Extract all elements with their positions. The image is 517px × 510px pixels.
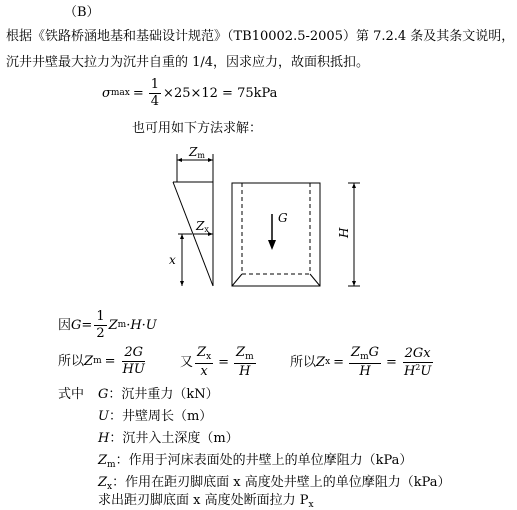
eq4-fraction-2 xyxy=(402,347,433,378)
zx-label: Zx xyxy=(196,219,209,234)
eq1-fraction xyxy=(94,310,106,340)
section-label: （B） xyxy=(64,5,100,20)
eq1-zm: Z xyxy=(108,317,118,333)
eq4-num2: 2Gx xyxy=(404,345,431,361)
h-arrow-bottom xyxy=(352,281,356,286)
gravity-label: G xyxy=(278,211,288,225)
gravity-arrow-head xyxy=(268,240,276,250)
eq1-num: 1 xyxy=(96,309,105,324)
eq1-prefix: 因 xyxy=(58,317,72,333)
paragraph-line-2: 沉井井壁最大拉力为沉井自重的 1/4，因求应力，故面积抵扣。 xyxy=(6,55,370,70)
eq4-zx: Z xyxy=(316,355,326,371)
sigma-symbol: σ xyxy=(102,85,111,101)
eq3-fraction-2 xyxy=(234,346,256,379)
eq4-zx-sub: x xyxy=(325,357,331,368)
equation-zx: 所以 Z x = $\frac{Z_mG}{H}$ = $\frac{2Gx}{H^2U}$ xyxy=(290,345,432,380)
formula-rest: ×25×12 = 75kPa xyxy=(163,85,278,101)
cutting-edge-right xyxy=(310,274,320,286)
eq4-den2: $H^2U$ xyxy=(403,362,432,379)
eq3-den2: H xyxy=(239,364,251,380)
eq4-fraction-1 xyxy=(349,346,381,379)
zm-arrow-right xyxy=(208,158,213,162)
stress-formula: σ max = $\frac{1}{4}$ ×25×12 = 75kPa xyxy=(102,77,278,109)
x-label: x xyxy=(169,253,176,267)
legend-item-zm: $Z_m$：作用于河床表面处的井壁上的单位摩阻力（kPa） xyxy=(98,453,413,470)
eq2-zm: Z xyxy=(84,353,94,369)
eq4-den1: H xyxy=(359,364,371,380)
legend-item-zx: $Z_x$：作用在距刃脚底面 x 高度处井壁上的单位摩阻力（kPa） xyxy=(98,475,451,492)
legend-item-g: G：沉井重力（kN） xyxy=(98,387,219,402)
cutting-edge-left xyxy=(232,274,242,286)
eq3-num2: $Z_m$ xyxy=(234,346,256,364)
eq4-prefix: 所以 xyxy=(290,355,317,371)
legend-item-h: H：沉井入土深度（m） xyxy=(98,431,239,446)
eq1-g: G xyxy=(71,317,82,333)
sigma-subscript: max xyxy=(110,87,130,98)
eq1-den: 2 xyxy=(96,325,105,341)
eq1-rest: ·H·U xyxy=(126,317,157,333)
legend-prefix: 式中 xyxy=(58,387,85,402)
caisson-outline xyxy=(232,183,320,286)
eq2-den: HU xyxy=(122,361,145,377)
eq2-prefix: 所以 xyxy=(58,353,85,369)
h-arrow-top xyxy=(352,183,356,188)
eq3-fraction-1 xyxy=(195,346,213,379)
eq2-fraction xyxy=(121,346,147,376)
x-arrow-top xyxy=(180,234,184,239)
eq4-num1: $Z_mG$ xyxy=(349,346,381,364)
alt-method-text: 也可用如下方法求解： xyxy=(132,121,263,136)
quarter-fraction xyxy=(149,78,161,108)
final-line: 求出距刃脚底面 x 高度处断面拉力 $P_x$ xyxy=(98,493,314,510)
eq2-zm-sub: m xyxy=(93,355,102,366)
caisson-diagram xyxy=(160,140,380,300)
equation-g xyxy=(58,310,157,340)
eq3-prefix: 又 xyxy=(180,355,194,371)
equation-zm: 所以 Z m = $\frac{2G}{HU}$ xyxy=(58,345,145,377)
eq2-num: 2G xyxy=(124,345,143,360)
eq3-num1: $Z_x$ xyxy=(195,346,213,364)
paragraph-line-1: 根据《铁路桥涵地基和基础设计规范》（TB10002.5-2005）第 7.2.4 条及其条文说明， xyxy=(6,29,515,44)
x-arrow-bottom xyxy=(180,281,184,286)
zm-arrow-left xyxy=(177,158,182,162)
h-label: H xyxy=(337,227,351,238)
eq1-equals: = xyxy=(81,317,93,333)
fraction-denominator: 4 xyxy=(150,93,160,109)
legend-item-u: U：井壁周长（m） xyxy=(98,409,213,424)
fraction-numerator: 1 xyxy=(150,77,160,92)
eq1-zm-sub: m xyxy=(117,319,127,330)
eq3-den1: x xyxy=(200,364,208,380)
zm-label: Zm xyxy=(189,145,205,160)
equation-ratio: 又 $\frac{Z_x}{x}$ = $\frac{Z_m}{H}$ xyxy=(180,345,254,380)
